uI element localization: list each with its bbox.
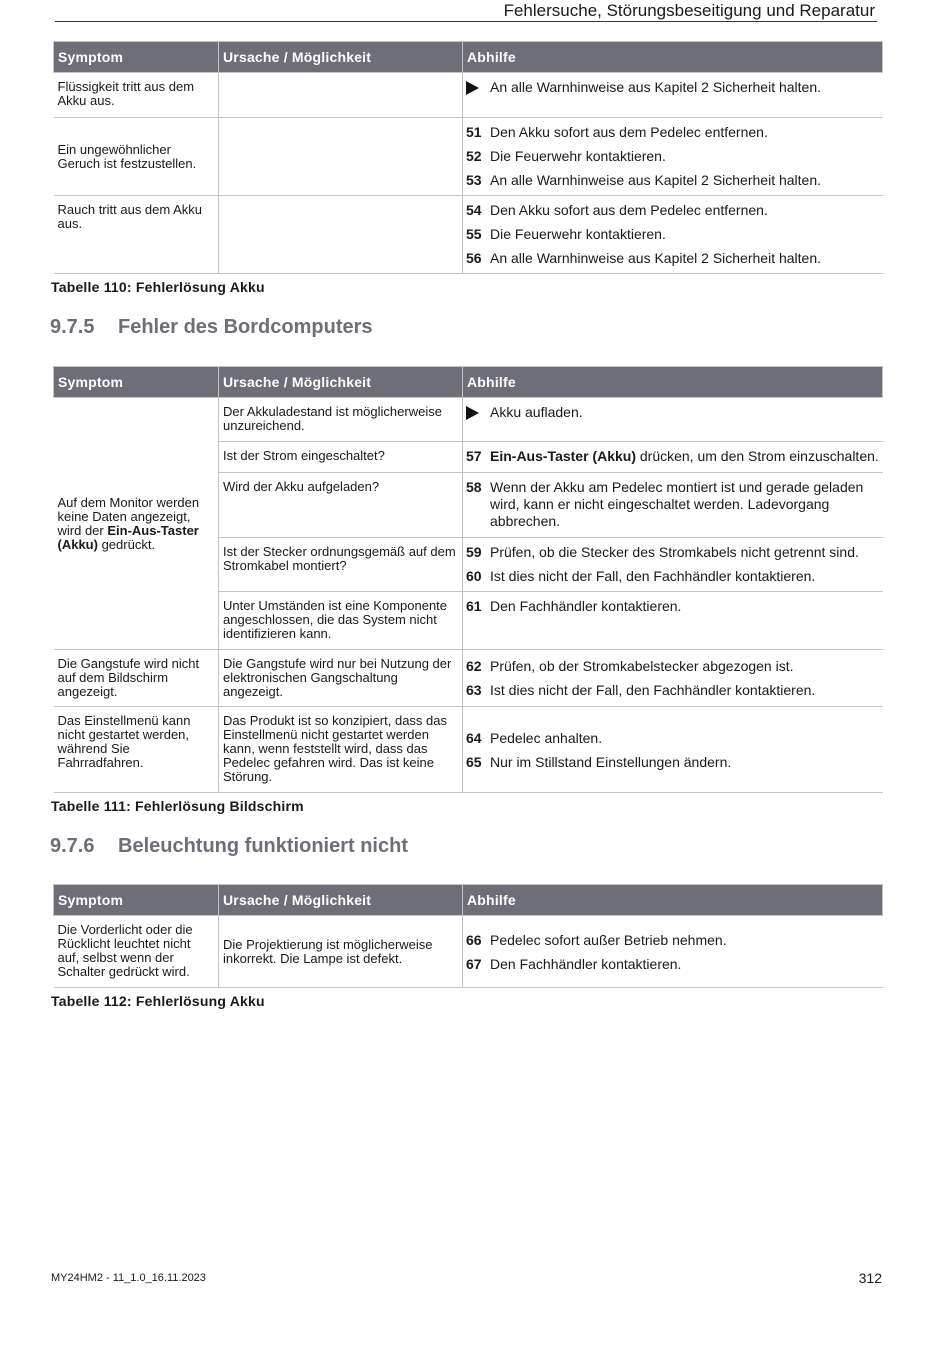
symptom-cell: [54, 398, 219, 650]
remedy-cell: [463, 916, 883, 988]
running-header: [55, 0, 877, 22]
section-heading: [50, 835, 408, 858]
col-header-cause: Ursache / Möglichkeit: [219, 885, 463, 916]
symptom-cell: Flüssigkeit tritt aus dem Akku aus.: [54, 73, 219, 118]
col-header-cause: Ursache / Möglichkeit: [219, 42, 463, 73]
remedy-step: [466, 124, 880, 141]
step-text: Ist dies nicht der Fall, den Fachhändler kontaktieren.: [490, 568, 816, 584]
remedy-step: [466, 932, 880, 949]
cause-cell: Der Akkuladestand ist möglicherweise unzureichend.: [219, 398, 463, 442]
running-header-title: Fehlersuche, Störungsbeseitigung und Reparatur: [503, 1, 875, 20]
step-text: Den Akku sofort aus dem Pedelec entfernen.: [490, 124, 768, 140]
step-number: 64: [466, 729, 482, 746]
remedy-cell: [463, 196, 883, 274]
remedy-cell: [463, 592, 883, 650]
section-number: 9.7.6: [50, 835, 95, 857]
table-row: [54, 118, 883, 196]
cause-cell: Ist der Strom eingeschaltet?: [219, 442, 463, 473]
remedy-step: [466, 598, 880, 615]
symptom-cell: Die Vorderlicht oder die Rücklicht leuchtet nicht auf, selbst wenn der Schalter gedrückt wird.: [54, 916, 219, 988]
step-text: Den Akku sofort aus dem Pedelec entfernen.: [490, 202, 768, 218]
remedy-step: [466, 956, 880, 973]
remedy-step: [466, 682, 880, 699]
table-row: [54, 650, 883, 707]
document-id: MY24HM2 - 11_1.0_16.11.2023: [51, 1272, 206, 1284]
step-number: 55: [466, 226, 482, 242]
cause-cell: [219, 118, 463, 196]
cause-cell: Ist der Stecker ordnungsgemäß auf dem Stromkabel montiert?: [219, 538, 463, 592]
step-text: An alle Warnhinweise aus Kapitel 2 Sicherheit halten.: [490, 172, 822, 188]
remedy-step: [466, 172, 880, 189]
step-number: 66: [466, 931, 482, 948]
col-header-symptom: Symptom: [54, 367, 219, 398]
step-text: Nur im Stillstand Einstellungen ändern.: [490, 753, 732, 770]
step-number: 60: [466, 568, 482, 584]
step-number: 54: [466, 202, 482, 218]
step-text: Wenn der Akku am Pedelec montiert ist und gerade geladen wird, kann er nicht eingeschaltet werden. Ladevorgang abbrechen.: [490, 479, 864, 529]
remedy-step: [466, 250, 880, 267]
section-number: 9.7.5: [50, 316, 95, 338]
step-text: An alle Warnhinweise aus Kapitel 2 Sicherheit halten.: [490, 250, 822, 266]
table-caption: Tabelle 110: Fehlerlösung Akku: [51, 279, 265, 295]
step-number: 59: [466, 544, 482, 560]
table-header-row: [54, 42, 883, 73]
step-text: An alle Warnhinweise aus Kapitel 2 Sicherheit halten.: [490, 79, 822, 95]
table-110: [53, 41, 883, 274]
play-triangle-icon: [466, 404, 490, 421]
step-number: 63: [466, 682, 482, 698]
cause-cell: [219, 196, 463, 274]
col-header-remedy: Abhilfe: [463, 42, 883, 73]
remedy-step: [466, 448, 880, 465]
symptom-cell: Die Gangstufe wird nicht auf dem Bildschirm angezeigt.: [54, 650, 219, 707]
table-caption: Tabelle 111: Fehlerlösung Bildschirm: [51, 798, 304, 814]
remedy-cell: [463, 442, 883, 473]
col-header-symptom: Symptom: [54, 885, 219, 916]
remedy-cell: [463, 650, 883, 707]
remedy-cell: [463, 118, 883, 196]
step-number: 57: [466, 448, 482, 464]
col-header-symptom: Symptom: [54, 42, 219, 73]
symptom-text: Auf dem Monitor werden keine Daten angezeigt, wird der: [57, 495, 200, 538]
col-header-remedy: Abhilfe: [463, 367, 883, 398]
step-text: Den Fachhändler kontaktieren.: [490, 598, 682, 614]
table-row: [54, 196, 883, 274]
remedy-step: [466, 544, 880, 561]
section-title: Fehler des Bordcomputers: [118, 316, 373, 338]
button-name: Ein-Aus-Taster (Akku): [490, 448, 636, 464]
step-text: Pedelec anhalten.: [490, 729, 603, 746]
cause-cell: Das Produkt ist so konzipiert, dass das Einstellmenü nicht gestartet werden kann, wenn feststellt wird, dass das Pedelec gefahren wird. Das ist keine Störung.: [219, 707, 463, 793]
remedy-step: [466, 226, 880, 243]
button-name: Ein-Aus-Taster (Akku): [57, 523, 199, 552]
remedy-step: [466, 658, 880, 675]
cause-cell: Die Gangstufe wird nur bei Nutzung der elektronischen Gangschaltung angezeigt.: [219, 650, 463, 707]
symptom-cell: Das Einstellmenü kann nicht gestartet werden, während Sie Fahrradfahren.: [54, 707, 219, 793]
section-title: Beleuchtung funktioniert nicht: [118, 835, 408, 857]
step-text: drücken, um den Strom einzuschalten.: [635, 448, 879, 464]
step-number: 62: [466, 658, 482, 674]
step-text: Akku aufladen.: [490, 404, 583, 420]
step-number: 52: [466, 148, 482, 164]
step-text: Pedelec sofort außer Betrieb nehmen.: [490, 931, 727, 948]
table-112: [53, 884, 883, 988]
step-text: Den Fachhändler kontaktieren.: [490, 955, 682, 972]
symptom-text: gedrückt.: [97, 537, 156, 552]
col-header-cause: Ursache / Möglichkeit: [219, 367, 463, 398]
table-row: [54, 707, 883, 793]
table-header-row: [54, 885, 883, 916]
play-triangle-icon: [466, 79, 490, 96]
step-text: Die Feuerwehr kontaktieren.: [490, 226, 666, 242]
page-number: 312: [858, 1270, 882, 1286]
symptom-cell: Rauch tritt aus dem Akku aus.: [54, 196, 219, 274]
remedy-step: [466, 730, 880, 747]
remedy-step: [466, 404, 880, 421]
table-row: [54, 916, 883, 988]
table-row: [54, 398, 883, 442]
remedy-cell: [463, 707, 883, 793]
remedy-step: [466, 148, 880, 165]
remedy-step: [466, 479, 880, 530]
step-number: 51: [466, 124, 482, 140]
remedy-step: [466, 202, 880, 219]
step-text: Prüfen, ob der Stromkabelstecker abgezogen ist.: [490, 658, 794, 674]
remedy-cell: [463, 473, 883, 538]
table-111: [53, 366, 883, 793]
cause-cell: Unter Umständen ist eine Komponente angeschlossen, die das System nicht identifizieren kann.: [219, 592, 463, 650]
remedy-step: [466, 568, 880, 585]
cause-cell: Die Projektierung ist möglicherweise inkorrekt. Die Lampe ist defekt.: [219, 916, 463, 988]
remedy-step: [466, 754, 880, 771]
step-number: 65: [466, 753, 482, 770]
step-number: 53: [466, 172, 482, 188]
table-header-row: [54, 367, 883, 398]
cause-cell: Wird der Akku aufgeladen?: [219, 473, 463, 538]
remedy-cell: [463, 73, 883, 118]
step-number: 56: [466, 250, 482, 266]
step-text: Die Feuerwehr kontaktieren.: [490, 148, 666, 164]
remedy-cell: [463, 538, 883, 592]
remedy-cell: [463, 398, 883, 442]
table-caption: Tabelle 112: Fehlerlösung Akku: [51, 993, 265, 1009]
col-header-remedy: Abhilfe: [463, 885, 883, 916]
step-number: 61: [466, 598, 482, 614]
section-heading: [50, 316, 373, 339]
step-text: Ist dies nicht der Fall, den Fachhändler kontaktieren.: [490, 682, 816, 698]
step-number: 58: [466, 479, 482, 495]
step-text: Prüfen, ob die Stecker des Stromkabels nicht getrennt sind.: [490, 544, 859, 560]
cause-cell: [219, 73, 463, 118]
remedy-step: [466, 79, 880, 96]
symptom-cell: Ein ungewöhnlicher Geruch ist festzustellen.: [54, 118, 219, 196]
table-row: [54, 73, 883, 118]
step-number: 67: [466, 955, 482, 972]
